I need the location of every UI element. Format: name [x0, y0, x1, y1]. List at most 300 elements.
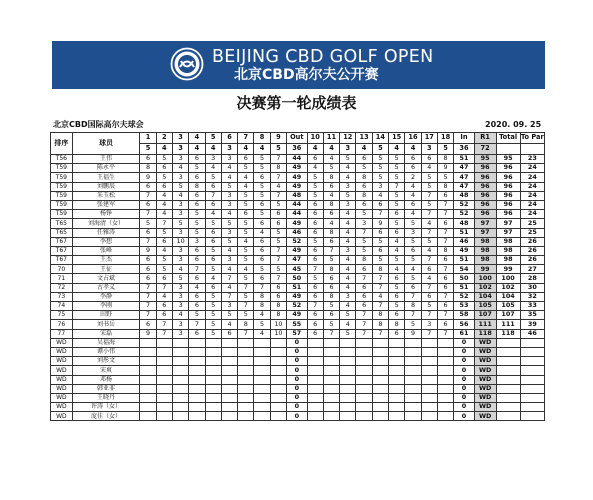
- out-score-cell: 50: [287, 274, 308, 283]
- hole-score-cell: [221, 338, 237, 347]
- total-score-cell: 99: [496, 265, 520, 274]
- in-score-cell: 51: [454, 155, 475, 164]
- out-score-cell: 44: [287, 200, 308, 209]
- hole-score-cell: 7: [140, 292, 156, 301]
- hole-score-cell: 3: [172, 283, 188, 292]
- hole-score-cell: 6: [307, 155, 323, 164]
- hole-score-cell: [156, 357, 172, 366]
- hole-score-cell: 5: [205, 329, 221, 338]
- round1-score-cell: WD: [474, 357, 496, 366]
- hole-score-cell: 4: [156, 200, 172, 209]
- hole-score-cell: 6: [356, 155, 372, 164]
- hole-score-cell: 6: [307, 256, 323, 265]
- round1-score-cell: WD: [474, 403, 496, 412]
- rank-cell: WD: [51, 366, 73, 375]
- hole-score-cell: [356, 375, 372, 384]
- table-row: [51, 412, 545, 421]
- player-name-cell: 邓杨: [72, 375, 140, 384]
- total-score-cell: 104: [496, 292, 520, 301]
- hole-header: 17: [421, 133, 437, 144]
- hole-score-cell: 5: [389, 283, 405, 292]
- hole-score-cell: [340, 366, 356, 375]
- hole-score-cell: 4: [340, 274, 356, 283]
- hole-score-cell: [270, 347, 286, 356]
- hole-score-cell: 6: [189, 274, 205, 283]
- total-score-cell: 102: [496, 283, 520, 292]
- in-score-cell: 0: [454, 403, 475, 412]
- hole-score-cell: 4: [270, 182, 286, 191]
- to-par-cell: 46: [520, 329, 544, 338]
- hole-score-cell: [270, 384, 286, 393]
- hole-score-cell: 6: [421, 292, 437, 301]
- hole-score-cell: 3: [421, 320, 437, 329]
- hole-score-cell: 8: [254, 302, 270, 311]
- in-score-cell: 51: [454, 228, 475, 237]
- hole-score-cell: [307, 347, 323, 356]
- hole-score-cell: 7: [356, 329, 372, 338]
- hole-score-cell: [172, 366, 188, 375]
- hole-score-cell: 4: [405, 182, 421, 191]
- par-cell: 5: [140, 144, 156, 155]
- hole-score-cell: [421, 338, 437, 347]
- hole-score-cell: 3: [172, 200, 188, 209]
- hole-score-cell: 7: [372, 283, 388, 292]
- hole-score-cell: 6: [437, 256, 453, 265]
- table-row: [51, 375, 545, 384]
- round1-score-cell: 97: [474, 228, 496, 237]
- hole-score-cell: [323, 384, 339, 393]
- hole-score-cell: 6: [189, 155, 205, 164]
- par-cell: 4: [189, 144, 205, 155]
- hole-score-cell: 7: [405, 311, 421, 320]
- round1-score-cell: 98: [474, 256, 496, 265]
- to-par-cell: 25: [520, 219, 544, 228]
- hole-score-cell: [323, 347, 339, 356]
- out-score-cell: 49: [287, 173, 308, 182]
- hole-score-cell: 7: [437, 210, 453, 219]
- total-score-cell: [496, 384, 520, 393]
- hole-score-cell: 5: [205, 292, 221, 301]
- round1-score-cell: WD: [474, 412, 496, 421]
- hole-score-cell: 5: [238, 292, 254, 301]
- total-header: Total: [496, 133, 520, 144]
- to-par-cell: [520, 347, 544, 356]
- hole-score-cell: [405, 366, 421, 375]
- hole-score-cell: 5: [323, 256, 339, 265]
- par-cell: 4: [307, 144, 323, 155]
- hole-score-cell: 3: [356, 219, 372, 228]
- round1-header: R1: [474, 133, 496, 144]
- hole-score-cell: 3: [221, 228, 237, 237]
- hole-score-cell: 4: [340, 302, 356, 311]
- hole-score-cell: [156, 375, 172, 384]
- hole-score-cell: 5: [307, 274, 323, 283]
- hole-score-cell: 8: [356, 256, 372, 265]
- hole-score-cell: [437, 357, 453, 366]
- hole-score-cell: 4: [323, 191, 339, 200]
- hole-score-cell: 4: [340, 219, 356, 228]
- hole-score-cell: [172, 338, 188, 347]
- hole-score-cell: 5: [140, 219, 156, 228]
- par-cell: 36: [454, 144, 475, 155]
- out-score-cell: 48: [287, 191, 308, 200]
- hole-score-cell: 5: [189, 311, 205, 320]
- hole-score-cell: 3: [405, 228, 421, 237]
- rank-cell: T59: [51, 164, 73, 173]
- in-score-cell: 0: [454, 375, 475, 384]
- hole-score-cell: 5: [156, 256, 172, 265]
- table-row: [51, 338, 545, 347]
- hole-score-cell: 5: [205, 302, 221, 311]
- table-row: [51, 256, 545, 265]
- hole-score-cell: 5: [421, 302, 437, 311]
- hole-score-cell: [437, 338, 453, 347]
- hole-score-cell: 6: [372, 228, 388, 237]
- in-score-cell: 50: [454, 274, 475, 283]
- hole-score-cell: 7: [205, 191, 221, 200]
- hole-score-cell: 7: [421, 283, 437, 292]
- player-name-cell: 宋磊: [72, 329, 140, 338]
- hole-score-cell: 3: [172, 329, 188, 338]
- in-score-cell: 53: [454, 302, 475, 311]
- hole-score-cell: 7: [372, 329, 388, 338]
- rank-cell: T59: [51, 182, 73, 191]
- in-score-cell: 47: [454, 182, 475, 191]
- hole-score-cell: [254, 384, 270, 393]
- banner-subtitle: 北京CBD高尔夫公开赛: [234, 67, 379, 83]
- hole-score-cell: 6: [156, 182, 172, 191]
- hole-score-cell: 3: [340, 246, 356, 255]
- hole-number-row: [51, 133, 545, 144]
- hole-score-cell: 6: [254, 237, 270, 246]
- hole-score-cell: [389, 403, 405, 412]
- hole-score-cell: [405, 403, 421, 412]
- hole-score-cell: [421, 403, 437, 412]
- hole-score-cell: [270, 412, 286, 421]
- total-score-cell: 98: [496, 246, 520, 255]
- hole-score-cell: 4: [221, 283, 237, 292]
- hole-score-cell: 4: [340, 164, 356, 173]
- hole-score-cell: 9: [405, 329, 421, 338]
- hole-score-cell: 8: [238, 320, 254, 329]
- hole-score-cell: [340, 412, 356, 421]
- to-par-cell: [520, 393, 544, 402]
- hole-score-cell: [356, 347, 372, 356]
- hole-score-cell: [189, 375, 205, 384]
- hole-score-cell: [405, 338, 421, 347]
- hole-score-cell: [140, 384, 156, 393]
- hole-score-cell: 6: [140, 265, 156, 274]
- rank-cell: WD: [51, 393, 73, 402]
- in-score-cell: 48: [454, 191, 475, 200]
- in-score-cell: 49: [454, 246, 475, 255]
- out-score-cell: 52: [287, 237, 308, 246]
- in-score-cell: 47: [454, 173, 475, 182]
- hole-score-cell: 9: [372, 219, 388, 228]
- hole-score-cell: 5: [238, 191, 254, 200]
- round1-score-cell: 118: [474, 329, 496, 338]
- hole-score-cell: 6: [405, 283, 421, 292]
- hole-score-cell: 6: [356, 200, 372, 209]
- to-par-cell: 26: [520, 237, 544, 246]
- hole-score-cell: [356, 338, 372, 347]
- table-row: [51, 357, 545, 366]
- hole-score-cell: 5: [205, 311, 221, 320]
- hole-score-cell: 5: [156, 228, 172, 237]
- hole-score-cell: [307, 403, 323, 412]
- total-score-cell: 96: [496, 210, 520, 219]
- out-score-cell: 49: [287, 219, 308, 228]
- hole-score-cell: 4: [323, 219, 339, 228]
- rank-cell: WD: [51, 384, 73, 393]
- hole-score-cell: 4: [238, 173, 254, 182]
- hole-score-cell: [405, 393, 421, 402]
- hole-header: 14: [372, 133, 388, 144]
- hole-header: 1: [140, 133, 156, 144]
- round1-score-cell: 96: [474, 210, 496, 219]
- hole-score-cell: 5: [254, 164, 270, 173]
- par-cell: 72: [474, 144, 496, 155]
- hole-score-cell: 7: [437, 237, 453, 246]
- hole-score-cell: [356, 412, 372, 421]
- hole-score-cell: 6: [437, 274, 453, 283]
- hole-score-cell: 5: [421, 200, 437, 209]
- table-row: [51, 210, 545, 219]
- hole-score-cell: 6: [389, 292, 405, 301]
- hole-score-cell: 4: [221, 320, 237, 329]
- table-row: [51, 173, 545, 182]
- hole-header: 7: [238, 133, 254, 144]
- rank-cell: T56: [51, 155, 73, 164]
- hole-score-cell: 4: [340, 173, 356, 182]
- hole-score-cell: 7: [421, 228, 437, 237]
- hole-score-cell: [405, 357, 421, 366]
- hole-score-cell: 6: [156, 311, 172, 320]
- hole-score-cell: 10: [270, 320, 286, 329]
- hole-score-cell: 5: [156, 155, 172, 164]
- hole-score-cell: 4: [221, 173, 237, 182]
- hole-score-cell: 5: [340, 311, 356, 320]
- to-par-cell: 24: [520, 164, 544, 173]
- table-row: [51, 246, 545, 255]
- hole-score-cell: 4: [172, 265, 188, 274]
- in-score-cell: 56: [454, 320, 475, 329]
- hole-score-cell: [238, 338, 254, 347]
- total-score-cell: [496, 338, 520, 347]
- hole-score-cell: [270, 338, 286, 347]
- hole-score-cell: 5: [156, 173, 172, 182]
- round1-score-cell: 107: [474, 311, 496, 320]
- hole-score-cell: [421, 393, 437, 402]
- hole-score-cell: [405, 347, 421, 356]
- hole-score-cell: [307, 375, 323, 384]
- hole-score-cell: [254, 393, 270, 402]
- hole-score-cell: [140, 393, 156, 402]
- hole-score-cell: [421, 366, 437, 375]
- hole-score-cell: 5: [356, 246, 372, 255]
- rank-cell: WD: [51, 338, 73, 347]
- hole-score-cell: 5: [340, 329, 356, 338]
- hole-score-cell: 4: [205, 164, 221, 173]
- hole-score-cell: 6: [356, 292, 372, 301]
- out-score-cell: 0: [287, 347, 308, 356]
- hole-score-cell: [340, 357, 356, 366]
- hole-score-cell: 7: [421, 210, 437, 219]
- hole-score-cell: 6: [405, 155, 421, 164]
- hole-score-cell: 5: [238, 274, 254, 283]
- hole-score-cell: [421, 357, 437, 366]
- hole-score-cell: 3: [340, 292, 356, 301]
- player-name-cell: 谭小伟: [72, 347, 140, 356]
- hole-score-cell: 5: [254, 191, 270, 200]
- par-cell: 3: [421, 144, 437, 155]
- hole-score-cell: 5: [221, 311, 237, 320]
- hole-score-cell: 3: [172, 173, 188, 182]
- round1-score-cell: 102: [474, 283, 496, 292]
- hole-score-cell: [140, 357, 156, 366]
- hole-score-cell: 5: [205, 219, 221, 228]
- par-cell: 4: [156, 144, 172, 155]
- in-header: In: [454, 133, 475, 144]
- hole-score-cell: 8: [372, 265, 388, 274]
- hole-score-cell: 4: [405, 191, 421, 200]
- to-par-cell: [520, 412, 544, 421]
- hole-score-cell: 8: [270, 164, 286, 173]
- round1-score-cell: 111: [474, 320, 496, 329]
- hole-score-cell: [172, 384, 188, 393]
- hole-score-cell: 6: [389, 210, 405, 219]
- hole-score-cell: [372, 412, 388, 421]
- hole-score-cell: [372, 357, 388, 366]
- hole-score-cell: 4: [238, 182, 254, 191]
- hole-score-cell: 6: [205, 182, 221, 191]
- hole-score-cell: 6: [372, 246, 388, 255]
- hole-score-cell: 5: [372, 256, 388, 265]
- player-name-cell: 李刚: [72, 302, 140, 311]
- hole-score-cell: [323, 412, 339, 421]
- hole-score-cell: 5: [421, 237, 437, 246]
- hole-score-cell: 6: [140, 155, 156, 164]
- hole-score-cell: 7: [238, 302, 254, 311]
- hole-score-cell: 3: [205, 155, 221, 164]
- hole-score-cell: 6: [405, 246, 421, 255]
- hole-score-cell: 7: [156, 219, 172, 228]
- out-score-cell: 0: [287, 366, 308, 375]
- player-name-cell: 张建军: [72, 200, 140, 209]
- hole-score-cell: 5: [307, 173, 323, 182]
- hole-score-cell: 7: [356, 228, 372, 237]
- hole-score-cell: 4: [340, 320, 356, 329]
- hole-score-cell: 7: [270, 256, 286, 265]
- hole-header: 13: [356, 133, 372, 144]
- hole-score-cell: 6: [389, 274, 405, 283]
- hole-score-cell: 3: [372, 182, 388, 191]
- hole-score-cell: [437, 412, 453, 421]
- par-cell: 4: [238, 144, 254, 155]
- hole-score-cell: [389, 366, 405, 375]
- hole-score-cell: 6: [307, 320, 323, 329]
- table-row: [51, 329, 545, 338]
- hole-score-cell: 5: [189, 219, 205, 228]
- to-par-cell: 32: [520, 292, 544, 301]
- hole-score-cell: 4: [238, 265, 254, 274]
- hole-score-cell: [389, 338, 405, 347]
- hole-header: 15: [389, 133, 405, 144]
- hole-score-cell: [172, 347, 188, 356]
- out-score-cell: 0: [287, 375, 308, 384]
- to-par-cell: [520, 357, 544, 366]
- hole-score-cell: [323, 393, 339, 402]
- hole-score-cell: 5: [205, 265, 221, 274]
- round1-score-cell: 100: [474, 274, 496, 283]
- hole-score-cell: 4: [421, 274, 437, 283]
- hole-score-cell: 5: [254, 265, 270, 274]
- hole-score-cell: 6: [323, 283, 339, 292]
- player-name-cell: 任雅涛: [72, 228, 140, 237]
- hole-score-cell: [372, 347, 388, 356]
- player-name-cell: 王杰: [72, 256, 140, 265]
- rank-cell: WD: [51, 357, 73, 366]
- hole-score-cell: [307, 338, 323, 347]
- hole-score-cell: 8: [323, 200, 339, 209]
- hole-score-cell: 5: [270, 265, 286, 274]
- hole-score-cell: 5: [356, 237, 372, 246]
- hole-score-cell: 6: [270, 219, 286, 228]
- hole-score-cell: 5: [205, 320, 221, 329]
- hole-score-cell: 4: [254, 329, 270, 338]
- total-score-cell: 96: [496, 191, 520, 200]
- hole-score-cell: 3: [221, 256, 237, 265]
- hole-score-cell: 5: [172, 182, 188, 191]
- hole-score-cell: 6: [254, 256, 270, 265]
- hole-score-cell: [307, 384, 323, 393]
- out-score-cell: 0: [287, 403, 308, 412]
- out-score-cell: 49: [287, 164, 308, 173]
- hole-score-cell: [389, 347, 405, 356]
- hole-score-cell: [172, 403, 188, 412]
- table-row: [51, 274, 545, 283]
- rank-cell: T59: [51, 191, 73, 200]
- out-score-cell: 47: [287, 256, 308, 265]
- hole-score-cell: 8: [270, 302, 286, 311]
- hole-score-cell: [323, 357, 339, 366]
- hole-score-cell: [307, 366, 323, 375]
- out-score-cell: 55: [287, 320, 308, 329]
- hole-score-cell: 6: [205, 200, 221, 209]
- round1-score-cell: WD: [474, 366, 496, 375]
- to-par-cell: 28: [520, 274, 544, 283]
- hole-score-cell: 3: [172, 246, 188, 255]
- hole-score-cell: [221, 347, 237, 356]
- hole-score-cell: 8: [323, 265, 339, 274]
- hole-score-cell: 5: [238, 256, 254, 265]
- out-score-cell: 49: [287, 182, 308, 191]
- out-score-cell: 49: [287, 246, 308, 255]
- hole-score-cell: 4: [340, 283, 356, 292]
- hole-score-cell: [254, 412, 270, 421]
- hole-score-cell: [205, 338, 221, 347]
- hole-score-cell: [340, 393, 356, 402]
- hole-score-cell: 8: [356, 191, 372, 200]
- rank-cell: 70: [51, 265, 73, 274]
- hole-score-cell: 3: [221, 302, 237, 311]
- rank-cell: WD: [51, 412, 73, 421]
- hole-score-cell: 4: [340, 210, 356, 219]
- hole-score-cell: 4: [221, 164, 237, 173]
- hole-score-cell: 6: [372, 200, 388, 209]
- hole-score-cell: 5: [238, 246, 254, 255]
- hole-score-cell: 6: [356, 182, 372, 191]
